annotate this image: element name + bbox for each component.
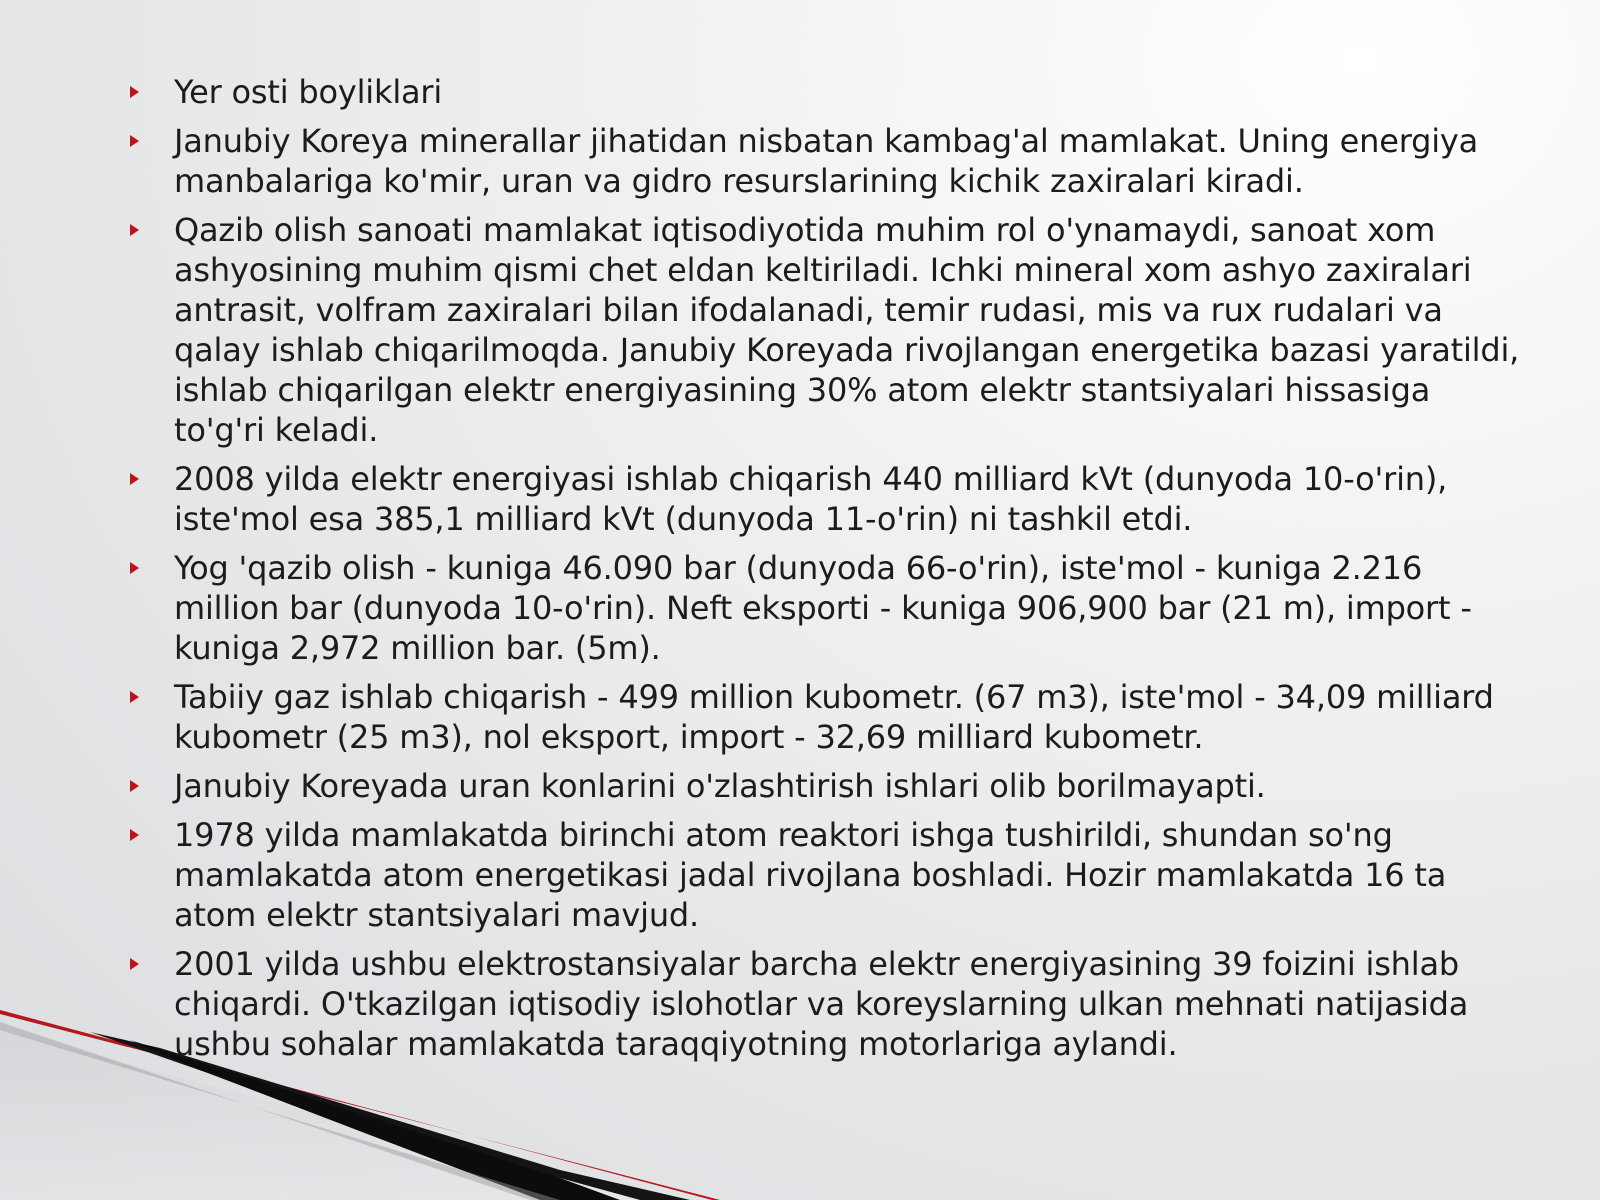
bullet-text: Janubiy Koreyada uran konlarini o'zlashtirish ishlari olib borilmayapti.: [174, 767, 1266, 805]
bullet-arrow-icon: [130, 224, 139, 236]
bullet-text: 2008 yilda elektr energiyasi ishlab chiqarish 440 milliard kVt (dunyoda 10-o'rin), iste'mol esa 385,1 milliard kVt (dunyoda 11-o'rin) ni tashkil etdi.: [174, 460, 1448, 538]
bullet-text: Janubiy Koreya minerallar jihatidan nisbatan kambag'al mamlakat. Uning energiya manbalariga ko'mir, uran va gidro resurslarining kichik zaxiralari kiradi.: [174, 122, 1479, 200]
bullet-text: Tabiiy gaz ishlab chiqarish - 499 million kubometr. (67 m3), iste'mol - 34,09 milliard kubometr (25 m3), nol eksport, import - 32,69 milliard kubometr.: [174, 678, 1494, 756]
bullet-list: [128, 72, 1528, 1064]
bullet-text: 1978 yilda mamlakatda birinchi atom reaktori ishga tushirildi, shundan so'ng mamlakatda atom energetikasi jadal rivojlana boshladi. Hozir mamlakatda 16 ta atom elektr stantsiyalari mavjud.: [174, 816, 1447, 934]
bullet-item: [128, 548, 1528, 668]
bullet-item: [128, 766, 1528, 806]
bullet-arrow-icon: [130, 958, 139, 970]
bullet-item: [128, 459, 1528, 539]
bullet-text: 2001 yilda ushbu elektrostansiyalar barcha elektr energiyasining 39 foizini ishlab chiqardi. O'tkazilgan iqtisodiy islohotlar va koreyslarning ulkan mehnati natijasida ushbu sohalar mamlakatda taraqqiyotning motorlariga aylandi.: [174, 945, 1469, 1063]
bullet-item: [128, 815, 1528, 935]
bullet-arrow-icon: [130, 780, 139, 792]
bullet-item: [128, 72, 1528, 112]
bullet-item: [128, 677, 1528, 757]
bullet-item: [128, 210, 1528, 450]
bullet-text: Yer osti boyliklari: [174, 73, 443, 111]
bullet-text: Qazib olish sanoati mamlakat iqtisodiyotida muhim rol o'ynamaydi, sanoat xom ashyosining muhim qismi chet eldan keltiriladi. Ichki mineral xom ashyo zaxiralari antrasit, volfram zaxiralari bilan ifodalanadi, temir rudasi, mis va rux rudalari va qalay ishlab chiqarilmoqda. Janubiy Koreyada rivojlangan energetika bazasi yaratildi, ishlab chiqarilgan elektr energiyasining 30% atom elektr stantsiyalari hissasiga to'g'ri keladi.: [174, 211, 1520, 449]
bullet-arrow-icon: [130, 691, 139, 703]
bullet-arrow-icon: [130, 86, 139, 98]
bullet-item: [128, 121, 1528, 201]
bullet-arrow-icon: [130, 829, 139, 841]
slide-content: [128, 72, 1528, 1073]
bullet-arrow-icon: [130, 473, 139, 485]
bullet-item: [128, 944, 1528, 1064]
bullet-arrow-icon: [130, 562, 139, 574]
bullet-text: Yog 'qazib olish - kuniga 46.090 bar (dunyoda 66-o'rin), iste'mol - kuniga 2.216 million bar (dunyoda 10-o'rin). Neft eksporti - kuniga 906,900 bar (21 m), import - kuniga 2,972 million bar. (5m).: [174, 549, 1472, 667]
bullet-arrow-icon: [130, 135, 139, 147]
